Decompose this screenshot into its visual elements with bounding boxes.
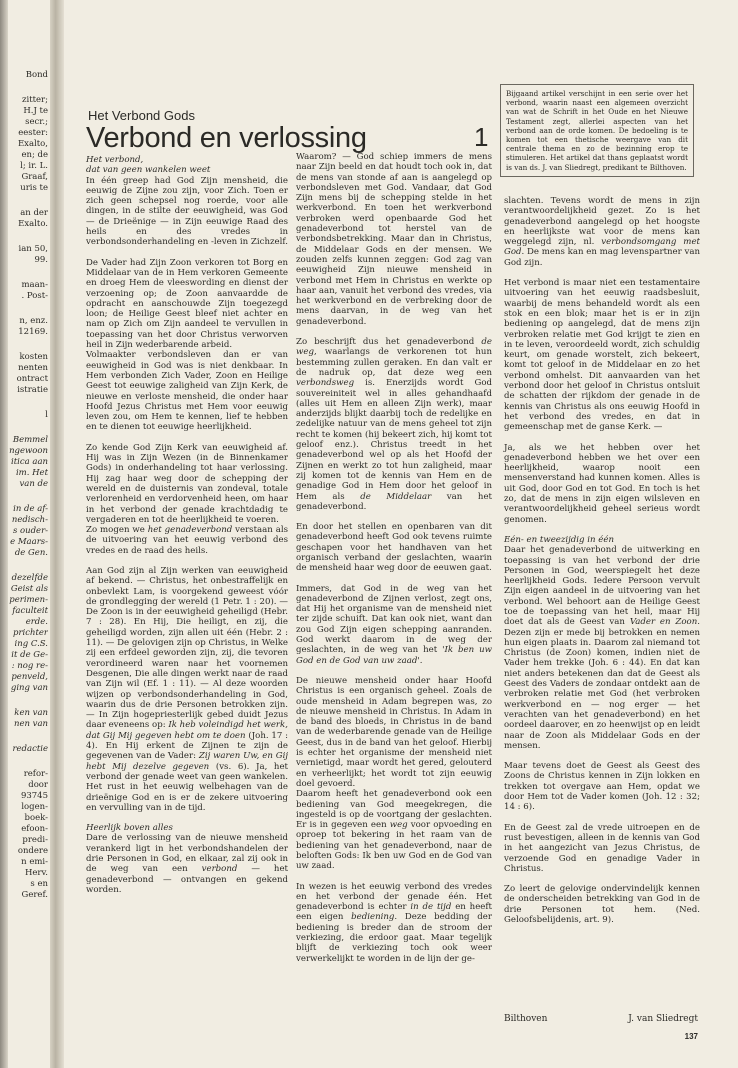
margin-fragment: ian 50, 99. — [18, 244, 48, 265]
margin-fragment: l — [45, 410, 48, 420]
article-title: Verbond en verlossing — [86, 122, 367, 154]
margin-fragment: an der Exalto. — [18, 208, 48, 229]
margin-fragment: Bond — [25, 70, 48, 80]
text-column-2 — [296, 152, 492, 974]
margin-fragment: maan- . Post- — [21, 280, 48, 301]
subheading: dat van geen wankelen weet — [86, 165, 211, 176]
paragraph: Zo leert de gelovige ondervindelijk kennen de onderscheiden betrekking van God in de drie Personen tot hem. (Ned. Geloofsbelijdenis, art. 9). — [504, 884, 700, 925]
paragraph: Maar tevens doet de Geest als Geest des Zoons de Christus kennen in Zijn lokken en trekken tot overgave aan Hem, opdat we door Hem tot de Vader komen (Joh. 12 : 32; 14 : 6). — [504, 761, 700, 813]
margin-fragment: zitter; H.J te secr.; eester: Exalto, en; de l; ir. L. Graaf, uris te — [17, 95, 48, 193]
margin-fragment: refor- door 93745 logen- boek- efoon- predi- ondere n emi- Herv. s en Geref. — [17, 769, 48, 900]
section-title: Het Verbond Gods — [88, 108, 195, 123]
margin-fragment-italic: dezelfde Geist als perimen- faculteit erde. prichter ing C.S. it de Ge- : nog re- penveld, ging van — [9, 573, 48, 693]
paragraph: Waarom? — God schiep immers de mens naar Zijn beeld en dat houdt toch ook in, dat de mens van stonde af aan is aangelegd op verbondsleven met God. Vandaar, dat God Zijn mens bij de schepping stelde in het werkverbond. En toen het werkverbond verbroken werd openbaarde God het genadeverbond tot herstel van de verbondsbetrekking. Maar dan in Christus, de Middelaar Gods en der mensen. We zouden zelfs kunnen zeggen: God zag van eeuwigheid Zijn nieuwe mensheid in verbond met Hem in Christus en werkte op haar aan, vanuit het verbond des vredes, via het werkverbond en de verbreking door de mens daarvan, in de weg van het genadeverbond. — [296, 152, 492, 327]
paragraph: Zo beschrijft dus het genadeverbond de weg, waarlangs de verkorenen tot hun bestemming zullen geraken. En dan valt er de nadruk op, dat deze weg een verbondsweg is. Enerzijds wordt God souvereiniteit wel in alles gehandhaafd (alles uit Hem en alleen Zijn werk), maar anderzijds blijkt daarbij toch de redelijke en zedelijke natuur van de mens geheel tot zijn recht te komen (hij bekeert zich, hij komt tot geloof enz.). Christus treedt in het genadeverbond wel op als het Hoofd der Zijnen en werkt zo tot hun zaligheid, maar zij komen tot de kennis van Hem en de genadige God in Hem door het geloof in Hem als de Middelaar van het genadeverbond. — [296, 337, 492, 512]
margin-fragment-italic: Bemmel ngewoon itica aan im. Het van de — [9, 435, 48, 489]
paragraph: Daarom heeft het genadeverbond ook een bediening van God meegekregen, die ingesteld is op de voortgang der geslachten. Er is in gegeven een weg voor opvoeding en oproep tot bekering in het raam van de bediening van het genadeverbond, naar de beloften Gods: Ik ben uw God en de God van uw zaad. — [296, 789, 492, 872]
paragraph: Ja, als we het hebben over het genadeverbond hebben we het over een heerlijkheid, waarop nooit een mensenverstand had kunnen komen. Alles is uit God, door God en tot God. En toch is het zo, dat de mens in zijn eigen wilsleven en verantwoordelijkheid geheel serieus wordt genomen. — [504, 442, 700, 525]
binding-edge — [0, 0, 8, 1068]
text-column-1 — [86, 155, 288, 895]
paragraph: In één greep had God Zijn mensheid, die eeuwig de Zijne zou zijn, voor Zich. Toen er zich geen schepsel nog roerde, voor alle dingen, in de stilte der eeuwigheid, was God — de Drieënige — in Zijn eeuwige Raad des heils en des vredes in verbondsonderhandeling en -leven in Zichzelf. — [86, 175, 288, 248]
subheading: Het verbond, — [86, 155, 144, 165]
subheading: Heerlijk boven alles — [86, 823, 173, 834]
paragraph: De Vader had Zijn Zoon verkoren tot Borg en Middelaar van de in Hem verkoren Gemeente en droeg Hem de vleeswording en dienst der verzoening op; de Zoon aanvaardde de opdracht en aanschouwde Zijn toegezegd loon; de Heilige Geest bleef niet achter en nam op Zich om Zijn aandeel te vervullen in toepassing van het door Christus verworven heil in Zijn wederbarende arbeid. — [86, 257, 288, 351]
paragraph: De nieuwe mensheid onder haar Hoofd Christus is een organisch geheel. Zoals de oude mensheid in Adam begrepen was, zo de nieuwe mensheid in Christus. In Adam in de band des bloeds, in Christus in de band van de wederbarende genade van de Heilige Geest, dus in de band van het geloof. Hierbij is echter het organisme der mensheid niet vernietigd, maar wordt het gered, gelouterd en verheerlijkt; het wordt tot zijn eeuwig doel gevoerd. — [296, 675, 492, 789]
paragraph: Zo mogen we het genadeverbond verstaan als de uitvoering van het eeuwig verbond des vredes en de raad des heils. — [86, 525, 288, 556]
margin-fragment-italic: in de af- nedisch- s ouder- e Maars- de Gen. — [10, 504, 48, 558]
signature-place: Bilthoven — [504, 1014, 548, 1024]
paragraph: Het verbond is maar niet een testamentaire uitvoering van het eeuwig raadsbesluit, waarbij de mens behandeld wordt als een stok en een blok; maar het is er in zijn bediening op aangelegd, dat de mens zijn verbroken relatie met God krijgt te zien en in te leven, veroordeeld wordt, zich schuldig keurt, om genade worstelt, zich bekeert, komt tot geloof in de Middelaar en zo het verbond omhelst. Dit aanvaarden van het verbond door het geloof in Christus ontsluit de schatten der rijkdom der genade in de kennis van Christus als ons eeuwig Hoofd in het verbond des vredes, en dat in gemeenschap met de ganse Kerk. — — [504, 278, 700, 433]
series-notice-box: Bijgaand artikel verschijnt in een serie over het verbond, waarin naast een algemeen overzicht van wat de Schrift in het Oude en het Nieuwe Testament zegt, allerlei aspecten van het verbond aan de orde komen. De bedoeling is te komen tot een thetische weergave van dit centrale thema en zo de bezinning erop te stimuleren. Het artikel dat thans geplaatst wordt is van ds. J. van Sliedregt, predikant te Bilthoven. — [500, 84, 694, 177]
paragraph: Immers, dat God in de weg van het genadeverbond de Zijnen verlost, zegt ons, dat Hij het organisme van de mensheid niet ter zijde schuift. Dat kan ook niet, want dan zou God Zijn eigen schepping aanranden. God werkt daarom in de weg der geslachten, in de weg van het 'Ik ben uw God en de God van uw zaad'. — [296, 583, 492, 666]
paragraph: Daar het genadeverbond de uitwerking en toepassing is van het verbond der drie Personen in God, weerspiegelt het deze heerlijkheid Gods. Iedere Persoon vervult Zijn eigen aandeel in de uitvoering van het verbond. Wel behoort aan de Heilige Geest toe de toepassing van het heil, maar Hij doet dat als de Geest van Vader en Zoon. Dezen zijn er mede bij betrokken en nemen hun eigen plaats in. Daarom zal niemand tot Christus (de Zoon) komen, indien niet de Vader hem trekke (Joh. 6 : 44). En dat kan niet anders betekenen dan dat de Geest als Geest des Vaders de zondaar ontdekt aan de verbroken relatie met God (het verbroken werkverbond en — nog erger — het verachten van het genadeverbond) en het oordeel daarover, en zo heenwijst op en leidt naar de Zoon als Middelaar Gods en der mensen. — [504, 545, 700, 751]
signature-author: J. van Sliedregt — [628, 1014, 698, 1024]
margin-fragment-italic: ken van nen van — [13, 708, 48, 729]
subheading: Eén- en tweezijdig in één — [504, 534, 615, 545]
page-fold — [50, 0, 64, 1068]
paragraph: In wezen is het eeuwig verbond des vredes en het verbond der genade één. Het genadeverbond is echter in de tijd en heeft een eigen bediening. Deze bedding der bediening is breder dan de stroom der verkiezing, die erdoor gaat. Maar tegelijk blijft de verkiezing toch ook weer verwerkelijkt te worden in de lijn der ge- — [296, 881, 493, 964]
previous-page-margin — [8, 70, 48, 915]
paragraph: Dare de verlossing van de nieuwe mensheid verankerd ligt in het verbondshandelen der drie Personen in God, en elkaar, zal zij ook in de weg van een verbond — het genadeverbond — ontvangen en gekend worden. — [86, 833, 288, 895]
margin-fragment: kosten nenten ontract istratie — [16, 352, 48, 395]
paragraph: Volmaakter verbondsleven dan er van eeuwigheid in God was is niet denkbaar. In Hem verbonden Zich Vader, Zoon en Heilige Geest tot eeuwige zaligheid van Zijn Kerk, de nieuwe en verloste mensheid, die onder haar Hoofd Jezus Christus met Hem voor eeuwig leven zou, om Hem te kennen, lief te hebben en te dienen tot eeuwige heerlijkheid. — [86, 350, 288, 433]
article-number: 1 — [474, 122, 489, 152]
paragraph: Zo kende God Zijn Kerk van eeuwigheid af. Hij was in Zijn Wezen (in de Binnenkamer Gods) in onderhandeling tot haar verlossing. Hij zag haar weg door de schepping der wereld en de duisternis van zondeval, totale verlorenheid en verdorvenheid heen, om haar in het verbond der genade krachtdadig te vergaderen en tot de heerlijkheid te voeren. — [86, 442, 288, 525]
text-column-3 — [504, 196, 700, 935]
margin-fragment-italic: redactie — [12, 744, 48, 754]
paragraph: Aan God zijn al Zijn werken van eeuwigheid af bekend. — Christus, het onbestraffelijk en onbevlekt Lam, is voorgekend geweest vóór de grondlegging der wereld (1 Petr. 1 : 20). — De Zoon is in der eeuwigheid geheiligd (Hebr. 7 : 28). En Hij, Die heiligt, en zij, die geheiligd worden, zijn allen uit één (Hebr. 2 : 11). — De gelovigen zijn op Christus, in Welke zij een erfdeel geworden zijn, zij, die tevoren verordineerd waren naar het voornemen Desgenen, Die alle dingen werkt naar de raad van Zijn wil (Ef. 1 : 11). — Al deze woorden wijzen op verbondsonderhandeling in God, waarin dus de drie Personen betrokken zijn. — In Zijn hogepriesterlijk gebed duidt Jezus daar eveneens op: Ik heb voleindigd het werk, dat Gij Mij gegeven hebt om te doen (Joh. 17 : 4). En Hij erkent de Zijnen te zijn de gegevenen van de Vader: Zij waren Uw, en Gij hebt Mij dezelve gegeven (vs. 6). Ja, het verbond der genade weet van geen wankelen. Het rust in het eeuwig welbehagen van de drieënige God en is er de zekere uitvoering en vervulling van in de tijd. — [86, 565, 289, 813]
paragraph: En door het stellen en openbaren van dit genadeverbond heeft God ook tevens ruimte geschapen voor het handhaven van het organisch verband der geslachten, waarin de mensheid haar weg door de eeuwen gaat. — [296, 522, 492, 574]
page-number: 137 — [684, 1032, 698, 1041]
margin-fragment: n, enz. 12169. — [18, 316, 48, 337]
paragraph: En de Geest zal de vrede uitroepen en de rust bevestigen, alleen in de kennis van God in het aangezicht van Jezus Christus, de verzoende God en genadige Vader in Christus. — [504, 822, 700, 874]
paragraph: slachten. Tevens wordt de mens in zijn verantwoordelijkheid gezet. Zo is het genadeverbond aangelegd op het hoogste en heerlijkste wat voor de mens kan weggelegd zijn, nl. verbondsomgang met God. De mens kan en mag levenspartner van God zijn. — [504, 196, 700, 268]
